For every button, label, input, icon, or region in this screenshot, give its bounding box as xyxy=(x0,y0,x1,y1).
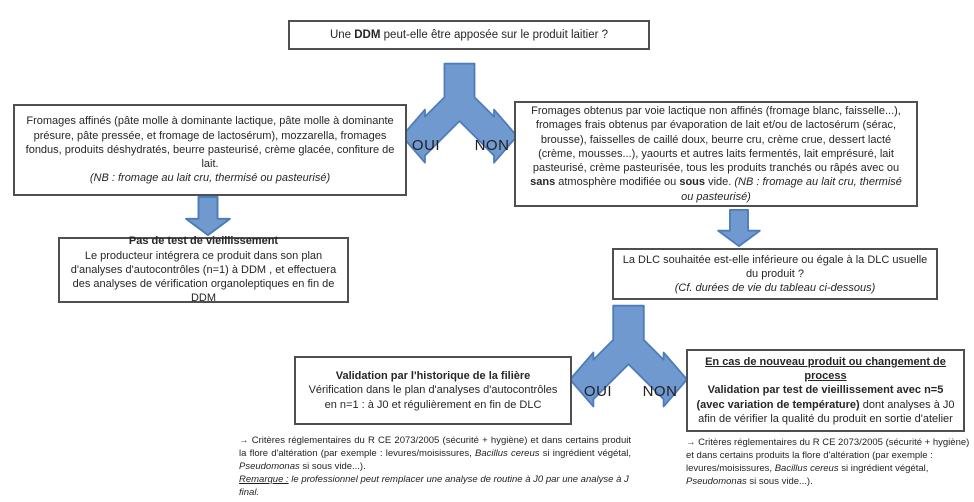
new-product-body: Validation par test de vieillissement avec n=5 (avec variation de température) dont analyses à J0 afin de vérifier la qualité du produit en sortie d'atelier xyxy=(696,384,955,425)
root-question-box xyxy=(288,20,650,50)
regulatory-note-left xyxy=(239,434,631,500)
regulatory-note-left-criteria: → Critères réglementaires du R CE 2073/2005 (sécurité + hygiène) et dans certains produit la flore d'altération (par exemple : levures/moisissures, Bacillus cereus si ingrédient végétal, Pseudomonas si sous vide...). xyxy=(239,435,631,473)
branch2-non-label: NON xyxy=(642,383,678,400)
dlc-question-text: La DLC souhaitée est-elle inférieure ou égale à la DLC usuelle du produit ? xyxy=(622,253,928,280)
regulatory-note-left-remark: Remarque : le professionnel peut remplacer une analyse de routine à J0 par une analyse à J final. xyxy=(239,474,629,499)
branch1-non-label: NON xyxy=(474,137,510,154)
affine-cheeses-nb: (NB : fromage au lait cru, thermisé ou pasteurisé) xyxy=(89,172,331,185)
affine-cheeses-box xyxy=(13,104,407,196)
branch1-oui-label: OUI xyxy=(411,137,441,154)
history-validation-body: Vérification dans le plan d'analyses d'autocontrôles en n=1 : à J0 et régulièrement en fin de DLC xyxy=(308,384,558,411)
no-aging-test-box xyxy=(58,237,349,303)
dlc-question-box xyxy=(612,248,938,300)
down-arrow-right-icon xyxy=(715,209,763,247)
dlc-question-ref: (Cf. durées de vie du tableau ci-dessous) xyxy=(674,282,876,295)
new-product-title: En cas de nouveau produit ou changement de process xyxy=(705,355,946,383)
regulatory-note-right-criteria: → Critères réglementaires du R CE 2073/2005 (sécurité + hygiène) et dans certains produits la flore d'altération (par exemple : levures/moisissures, Bacillus cereus si ingrédient végétal, Pseudomonas si sous vide...). xyxy=(686,437,970,488)
branch2-oui-label: OUI xyxy=(583,383,613,400)
lactic-products-text: Fromages obtenus par voie lactique non affinés (fromage blanc, faisselle...), fromages frais obtenus par évaporation de lait et/ou de lactosérum (sérac, brousse), faisselles de caillé doux, beurre cru, crème crue, dessert lacté (crème, mousses...), yaourts et autres laits fermentés, lait emprésuré, lait pasteurisé, crème pasteurisée, tous les produits tranchés ou râpés avec ou sans atmosphère modifiée ou sous vide. (NB : fromage au lait cru, thermisé ou pasteurisé) xyxy=(530,104,902,203)
history-validation-title: Validation par l'historique de la filière xyxy=(335,370,531,383)
history-validation-box xyxy=(294,356,572,425)
no-aging-test-title: Pas de test de vieillissement xyxy=(128,235,279,248)
affine-cheeses-text: Fromages affinés (pâte molle à dominante lactique, pâte molle à dominante présure, pâte pressée, et fromage de lactosérum), mozzarella, fromages fondus, produits déshydratés, beurre pasteurisé, crème glacée, confiture de lait. xyxy=(25,115,395,171)
lactic-products-box xyxy=(514,101,918,207)
regulatory-note-right xyxy=(686,436,972,488)
down-arrow-left-icon xyxy=(184,196,232,236)
no-aging-test-body: Le producteur intégrera ce produit dans son plan d'analyses d'autocontrôles (n=1) à DDM , et effectuera des analyses de vérification organoleptiques en fin de DDM xyxy=(70,249,337,305)
root-question-text: Une DDM peut-elle être apposée sur le produit laitier ? xyxy=(329,28,609,41)
new-product-box xyxy=(686,349,965,432)
